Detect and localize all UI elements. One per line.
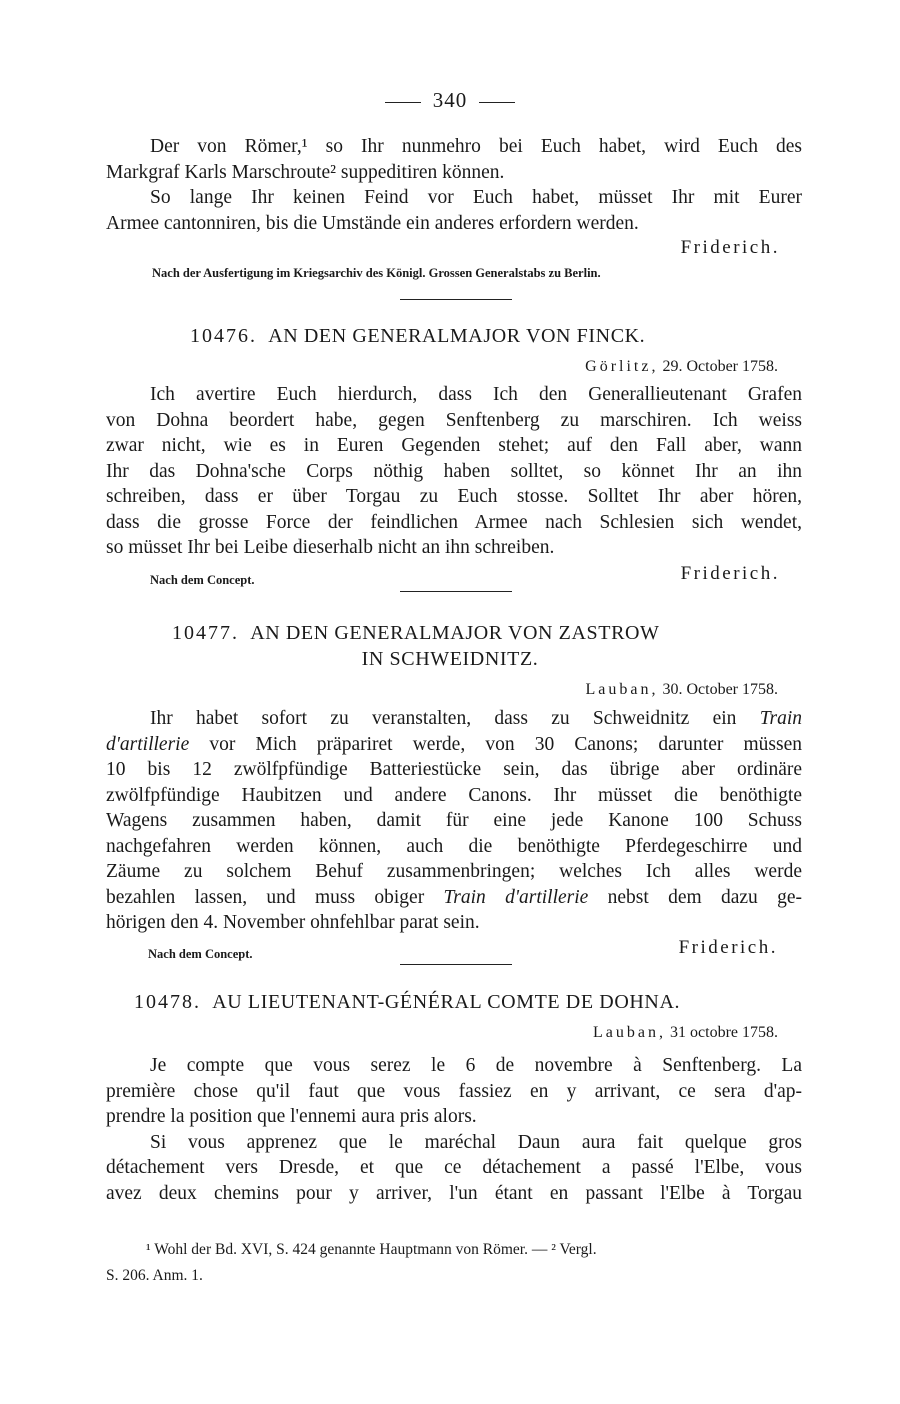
text-line: Armee cantonniren, bis die Umstände ein anderes erfordern werden. [106,212,639,234]
letter-date: 30. October 1758. [662,681,778,698]
letter-place: Görlitz, [585,358,659,375]
text-line: détachement vers Dresde, et que ce détachement a passé l'Elbe, vous [106,1157,802,1178]
text-line: zwölfpfündige Haubitzen und andere Canons. Ihr müsset die benöthigte [106,784,802,806]
text-line: dass die grosse Force der feindlichen Armee nach Schlesien sich wendet, [106,511,802,533]
letter-number: 10477. [172,622,239,644]
page-number: 340 [432,88,468,112]
text-line: zwar nicht, wie es in Euren Gegenden stehet; auf den Fall aber, wann [106,435,802,456]
section-divider [400,591,512,592]
text-line: So lange Ihr keinen Feind vor Euch habet, müsset Ihr mit Eurer [150,187,802,208]
letter-number: 10478. [134,991,201,1013]
text-line [106,885,802,911]
letter-dateline [585,681,778,699]
letter-heading [134,991,680,1014]
text-line: Zäume zu solchem Behuf zusammenbringen; welches Ich alles werde [106,861,802,882]
text-line: prendre la position que l'ennemi aura pris alors. [106,1106,477,1127]
intro-paragraph [106,134,802,236]
text-line: Markgraf Karls Marschroute² suppeditiren können. [106,161,505,183]
letter-place: Lauban, [585,681,659,698]
letter-title: AN DEN GENERALMAJOR VON FINCK. [268,325,646,347]
text-run: vor Mich präpariret werde, von 30 Canons; darunter müssen [189,733,802,755]
page-header [0,88,900,113]
source-note: Nach dem Concept. [148,947,253,961]
text-line [106,732,802,758]
letter-place: Lauban, [593,1024,667,1041]
letter-body [106,382,802,561]
letter-body [106,706,802,936]
italic-run: d'artillerie [106,733,190,755]
letter-title: AN DEN GENERALMAJOR VON ZASTROW [250,622,660,644]
italic-run: Train d'artillerie [443,886,589,908]
letter-title: AU LIEUTENANT-GÉNÉRAL COMTE DE DOHNA. [212,991,681,1013]
letter-title-line2: IN SCHWEIDNITZ. [361,648,539,670]
letter-heading [172,622,660,645]
header-dash-right [479,102,515,103]
section-divider [400,299,512,300]
letter-dateline [593,1024,778,1042]
text-line: Je compte que vous serez le 6 de novembre à Senftenberg. La [150,1055,802,1076]
text-line: so müsset Ihr bei Leibe dieserhalb nicht an ihn schreiben. [106,537,555,558]
letter-heading [190,325,645,348]
text-line: schreiben, dass er über Torgau zu Euch stosse. Solltet Ihr aber hören, [106,486,802,507]
footnote-line: ¹ Wohl der Bd. XVI, S. 424 genannte Hauptmann von Römer. — ² Vergl. [146,1241,597,1258]
text-run: Ihr habet sofort zu veranstalten, dass zu Schweidnitz ein [150,708,760,729]
text-line: von Dohna beordert habe, gegen Senftenberg zu marschiren. Ich weiss [106,409,802,431]
text-line: Ihr das Dohna'sche Corps nöthig haben solltet, so könnet Ihr an ihn [106,460,802,482]
letter-body [106,1053,802,1206]
text-line [106,706,802,732]
footnote-line: S. 206. Anm. 1. [106,1267,203,1284]
signature: Friderich. [680,237,780,258]
source-note: Nach dem Concept. [150,573,255,587]
text-run: nebst dem dazu ge- [588,886,802,908]
text-line: 10 bis 12 zwölfpfündige Batteriestücke sein, das übrige aber ordinäre [106,759,802,780]
text-line: hörigen den 4. November ohnfehlbar parat sein. [106,912,480,933]
signature: Friderich. [678,937,778,958]
letter-dateline [585,358,778,376]
text-line: Wagens zusammen haben, damit für eine jede Kanone 100 Schuss [106,810,802,831]
text-line: Si vous apprenez que le maréchal Daun aura fait quelque gros [150,1131,802,1153]
footnotes [106,1237,806,1289]
italic-run: Train [759,708,802,729]
text-run: bezahlen lassen, und muss obiger [106,886,444,908]
section-divider [400,964,512,965]
header-dash-left [385,102,421,103]
text-line: nachgefahren werden können, auch die benöthigte Pferdegeschirre und [106,835,802,857]
letter-date: 31 octobre 1758. [670,1024,778,1041]
source-note: Nach der Ausfertigung im Kriegsarchiv des Königl. Grossen Generalstabs zu Berlin. [152,266,601,280]
text-line: Der von Römer,¹ so Ihr nunmehro bei Euch habet, wird Euch des [150,136,802,157]
signature: Friderich. [680,563,780,584]
text-line: avez deux chemins pour y arriver, l'un étant en passant l'Elbe à Torgau [106,1182,802,1204]
text-line: première chose qu'il faut que vous fassiez en y arrivant, ce sera d'ap- [106,1080,802,1102]
letter-date: 29. October 1758. [662,358,778,375]
letter-number: 10476. [190,325,257,347]
text-line: Ich avertire Euch hierdurch, dass Ich den Generallieutenant Grafen [150,384,802,405]
